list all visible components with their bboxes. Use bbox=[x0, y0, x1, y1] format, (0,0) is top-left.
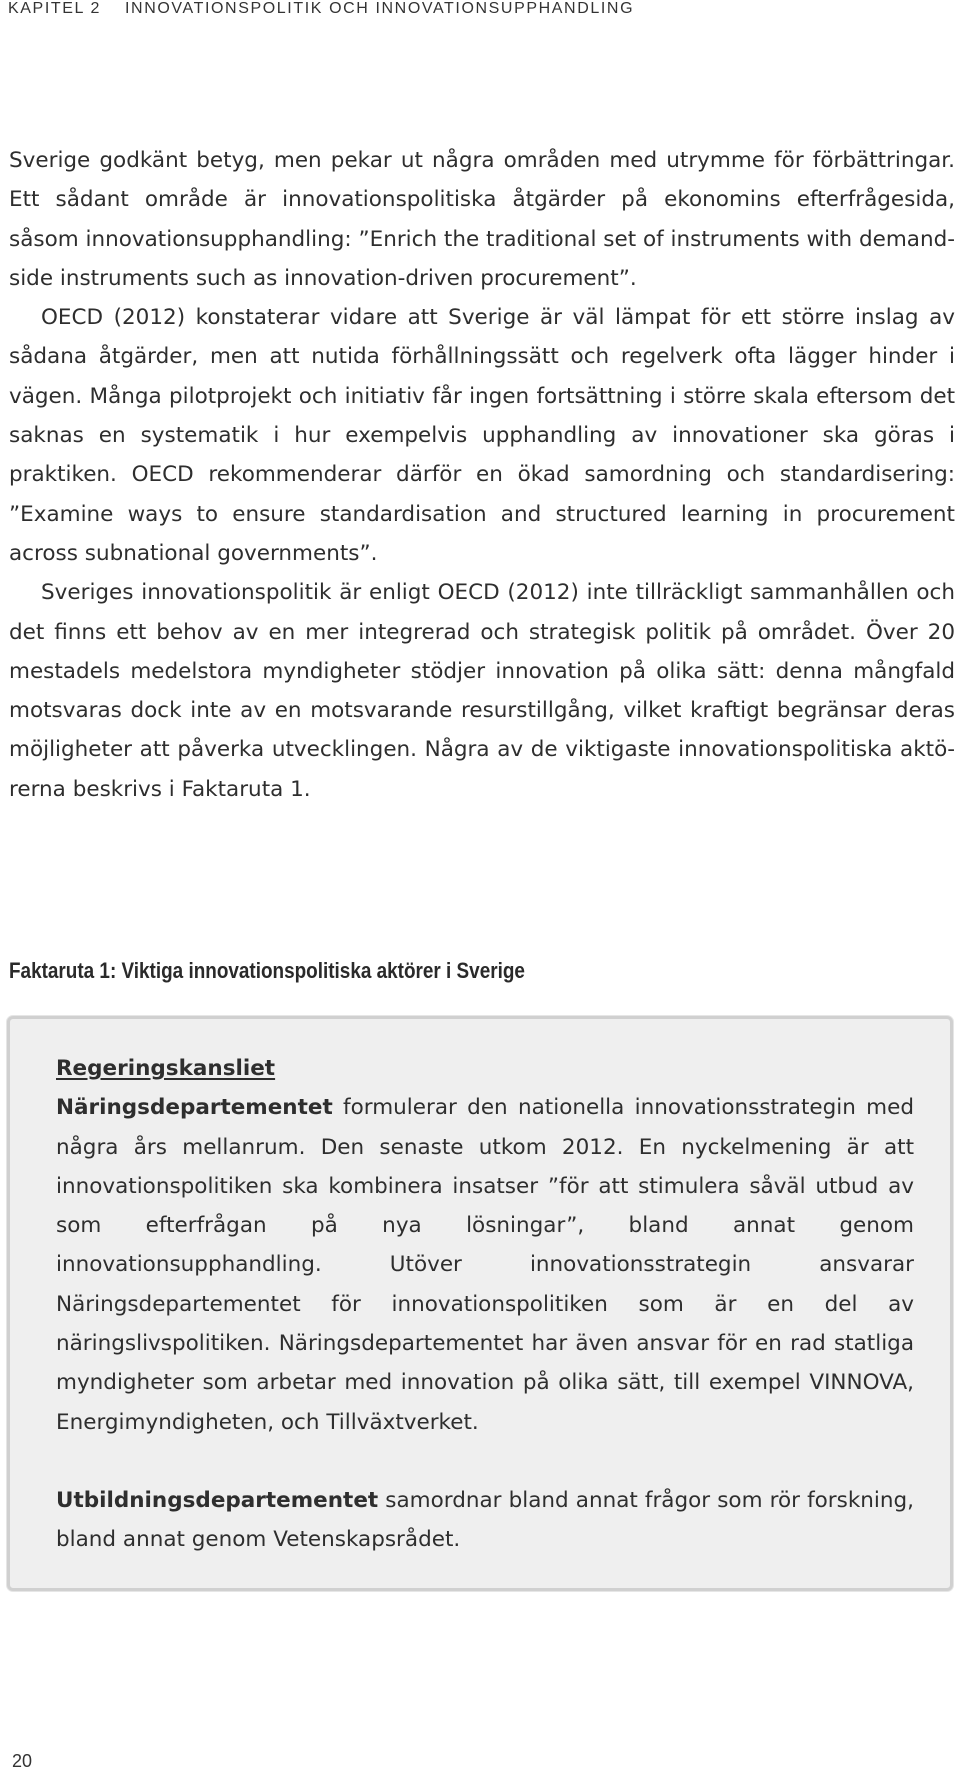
spacer bbox=[56, 1442, 914, 1481]
chapter-title: INNOVATIONSPOLITIK OCH INNOVATIONSUPPHANDLING bbox=[125, 0, 635, 17]
factbox-title: Faktaruta 1: Viktiga innovationspolitiska aktörer i Sverige bbox=[9, 958, 525, 983]
page-number: 20 bbox=[12, 1751, 33, 1771]
entry-text: formulerar den nationella innovationsstrategin med några års mellanrum. Den senaste utkom 2012. En nyckelmening är att innovationspolitiken ska kombinera insatser ”för att stimulera såväl utbud av som efterfrågan på nya lösningar”, bland annat genom innovationsupphandling. Utöver innovationsstrategin ansvarar Näringsdepartementet för innovationspolitiken som är en del av näringslivspolitiken. Näringsdepartementet har även ansvar för en rad statliga myndigheter som arbetar med innovation på olika sätt, till exempel VINNOVA, Energimyndigheten, och Tillväxtverket. bbox=[56, 1095, 914, 1435]
paragraph-2: OECD (2012) konstaterar vidare att Sverige är väl lämpat för ett större inslag av sådana åtgärder, men att nutida förhållningssätt och regelverk ofta lägger hinder i vägen. Många pilotprojekt och initiativ får ingen fortsättning i större skala eftersom det saknas en systematik i hur exempelvis upphandling av innovationer ska göras i praktiken. OECD rekommenderar därför en ökad samordning och standardisering: ”Examine ways to ensure standardisation and structured learning in procurement across subnational governments”. bbox=[9, 305, 955, 566]
factbox-content bbox=[56, 1049, 914, 1560]
chapter-label: KAPITEL 2 bbox=[8, 0, 101, 17]
factbox bbox=[7, 1016, 953, 1591]
factbox-section-heading: Regeringskansliet bbox=[56, 1056, 276, 1081]
entry-text: samordnar bland annat frågor som rör forskning, bland annat genom Vetenskapsrådet. bbox=[56, 1487, 914, 1553]
entry-name: Näringsdepartementet bbox=[56, 1095, 333, 1121]
factbox-entry-naringsdepartementet bbox=[56, 1088, 914, 1442]
running-head bbox=[0, 0, 960, 22]
paragraph-1: Sverige godkänt betyg, men pekar ut några områden med utrymme för förbättringar. Ett sådant område är innovationspolitiska åtgärder på ekonomins efterfrågesida, såsom innovationsupphandling: ”Enrich the traditional set of instruments with demand-side instruments such as innovation-driven procurement”. bbox=[9, 148, 955, 291]
body-text bbox=[9, 141, 955, 809]
factbox-entry-utbildningsdepartementet bbox=[56, 1481, 914, 1560]
paragraph-3: Sveriges innovationspolitik är enligt OECD (2012) inte tillräckligt sammanhållen och det finns ett behov av en mer integrerad och strategisk politik på området. Över 20 mestadels medelstora myndigheter stödjer innovation på olika sätt: denna mångfald motsvaras dock inte av en motsvarande resurstillgång, vilket kraftigt begränsar deras möjligheter att påverka utvecklingen. Några av de viktigaste innovationspolitiska aktörerna beskrivs i Faktaruta 1. bbox=[9, 580, 955, 802]
entry-name: Utbildningsdepartementet bbox=[56, 1487, 379, 1513]
